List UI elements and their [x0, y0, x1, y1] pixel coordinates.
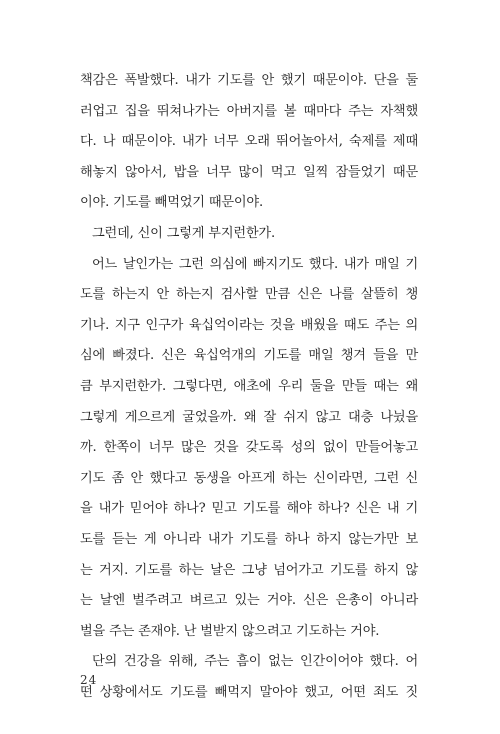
text-line: 큼 부지런한가. 그렇다면, 애초에 우리 둘을 만들 때는 왜 — [80, 378, 418, 394]
text-line: 는 거지. 기도를 하는 날은 그냥 넘어가고 기도를 하지 않 — [80, 562, 418, 578]
text-line: 러업고 집을 뛰쳐나가는 아버지를 볼 때마다 주는 자책했 — [80, 103, 418, 119]
text-line: 도를 듣는 게 아니라 내가 기도를 하나 하지 않는가만 보 — [80, 531, 418, 547]
text-line: 해놓지 않아서, 밥을 너무 많이 먹고 일찍 잠들었기 때문 — [80, 164, 418, 180]
text-line: 그런데, 신이 그렇게 부지런한가. — [92, 225, 275, 241]
text-line: 이야. 기도를 빼먹었기 때문이야. — [80, 195, 263, 211]
text-line: 심에 빠졌다. 신은 육십억개의 기도를 매일 챙겨 들을 만 — [80, 348, 418, 364]
text-line: 는 날엔 벌주려고 벼르고 있는 거야. 신은 은총이 아니라 — [80, 593, 418, 609]
text-line: 도를 하는지 안 하는지 검사할 만큼 신은 나를 살뜰히 챙 — [80, 287, 418, 303]
body-text — [80, 66, 418, 708]
text-line: 단의 건강을 위해, 주는 흠이 없는 인간이어야 했다. 어 — [92, 654, 418, 670]
page-number: 24 — [80, 673, 98, 687]
text-line: 어느 날인가는 그런 의심에 빠지기도 했다. 내가 매일 기 — [92, 256, 418, 272]
text-line: 벌을 주는 존재야. 난 벌받지 않으려고 기도하는 거야. — [80, 623, 380, 639]
text-line: 을 내가 믿어야 하나? 믿고 기도를 해야 하나? 신은 내 기 — [80, 501, 418, 517]
text-line: 다. 나 때문이야. 내가 너무 오래 뛰어놀아서, 숙제를 제때 — [80, 134, 418, 150]
text-line: 기나. 지구 인구가 육십억이라는 것을 배웠을 때도 주는 의 — [80, 317, 418, 333]
text-line: 기도 좀 안 했다고 동생을 아프게 하는 신이라면, 그런 신 — [80, 470, 418, 486]
text-line: 까. 한쪽이 너무 많은 것을 갖도록 성의 없이 만들어놓고 — [80, 440, 418, 456]
text-line: 떤 상황에서도 기도를 빼먹지 말아야 했고, 어떤 죄도 짓 — [80, 684, 418, 700]
text-line: 그렇게 게으르게 굴었을까. 왜 잘 쉬지 않고 대충 나뉬을 — [80, 409, 418, 425]
text-line: 책감은 폭발했다. 내가 기도를 안 했기 때문이야. 단을 둘 — [80, 73, 418, 88]
